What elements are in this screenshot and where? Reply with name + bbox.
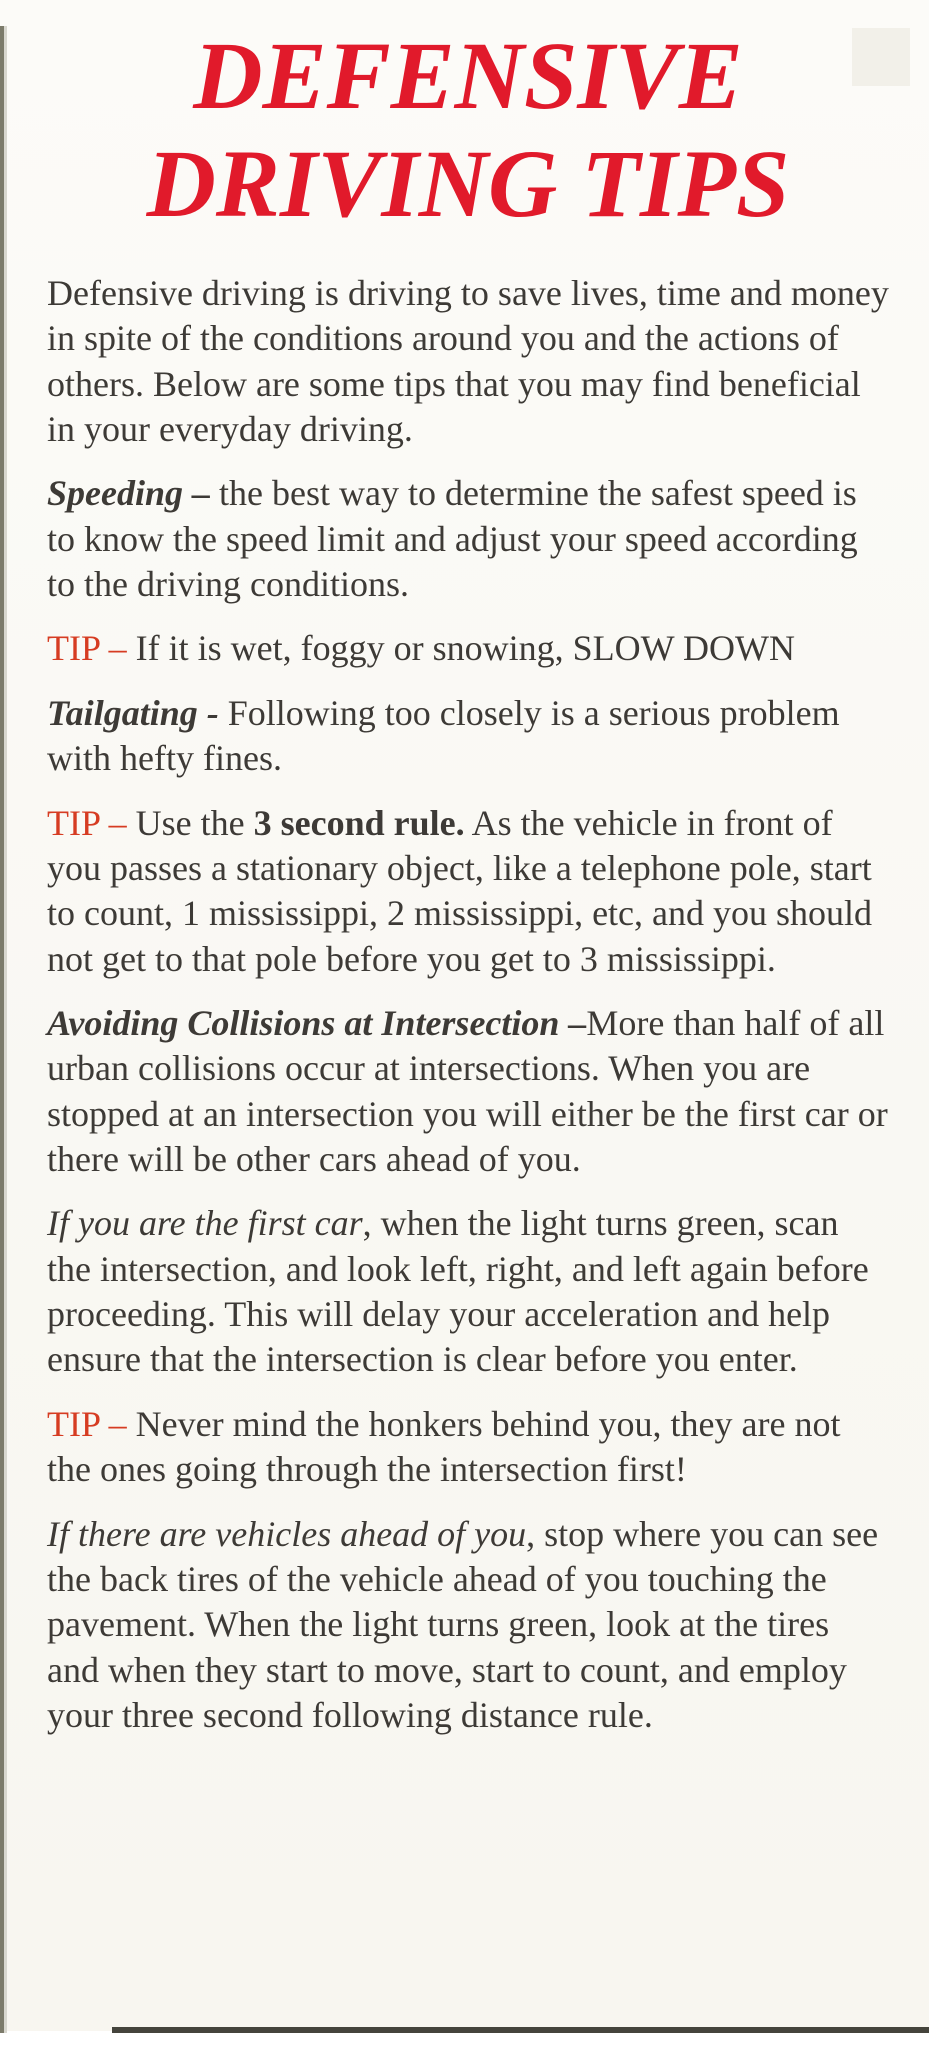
text-run-tip: TIP – xyxy=(47,802,136,843)
text-run-tip: TIP – xyxy=(47,1403,136,1444)
text-run-normal: Following too closely is a serious problem with hefty fines. xyxy=(47,692,840,779)
text-run-normal: , stop where you can see the back tires of the vehicle ahead of you touching the pavement. When the light turns green, look at the tires and when they start to move, start to count, and employ your three second following distance rule. xyxy=(47,1513,879,1735)
paragraph xyxy=(47,471,889,607)
scan-edge-bottom xyxy=(112,2027,929,2033)
text-run-normal: If it is wet, foggy or snowing, SLOW DOWN xyxy=(135,628,795,669)
text-run-normal: Defensive driving is driving to save lives, time and money in spite of the conditions around you and the actions of others. Below are some tips that you may find beneficial in your everyday driving. xyxy=(47,272,889,450)
scan-edge-shadow xyxy=(4,26,7,2033)
text-run-lead: Tailgating - xyxy=(47,692,228,733)
paragraph xyxy=(47,1402,889,1493)
page-title xyxy=(47,22,889,239)
text-run-normal: Never mind the honkers behind you, they are not the ones going through the intersection first! xyxy=(47,1403,841,1490)
paragraph xyxy=(47,1201,889,1382)
paragraph xyxy=(47,271,889,452)
paragraph xyxy=(47,1512,889,1739)
paragraph xyxy=(47,691,889,782)
title-line-2: DRIVING TIPS xyxy=(146,130,790,238)
paragraph xyxy=(47,801,889,982)
article-body xyxy=(47,271,889,1738)
text-run-normal: More than half of all urban collisions occur at intersections. When you are stopped at an intersection you will either be the first car or there will be other cars ahead of you. xyxy=(47,1002,888,1180)
text-run-lead: Avoiding Collisions at Intersection – xyxy=(47,1002,587,1043)
page-content xyxy=(47,0,889,1757)
title-line-1: DEFENSIVE xyxy=(193,22,743,129)
text-run-tip: TIP – xyxy=(47,628,136,669)
text-run-normal: Use the xyxy=(135,802,254,843)
scan-edge-left xyxy=(0,26,4,2033)
text-run-lead: Speeding – xyxy=(47,473,220,514)
text-run-normal: As the vehicle in front of you passes a stationary object, like a telephone pole, start to count, 1 mississippi, 2 mississippi, etc, and you should not get to that pole before you get to 3 mississippi. xyxy=(47,802,873,979)
text-run-normal: the best way to determine the safest speed is to know the speed limit and adjust your speed according to the driving conditions. xyxy=(47,473,858,605)
paragraph xyxy=(47,1001,889,1182)
text-run-italic: If there are vehicles ahead of you xyxy=(47,1513,527,1554)
text-run-italic: If you are the first car xyxy=(47,1203,363,1244)
paragraph xyxy=(47,626,889,671)
text-run-bold: 3 second rule. xyxy=(253,802,465,843)
text-run-normal: , when the light turns green, scan the intersection, and look left, right, and left again before proceeding. This will delay your acceleration and help ensure that the intersection is clear before you enter. xyxy=(47,1203,869,1380)
